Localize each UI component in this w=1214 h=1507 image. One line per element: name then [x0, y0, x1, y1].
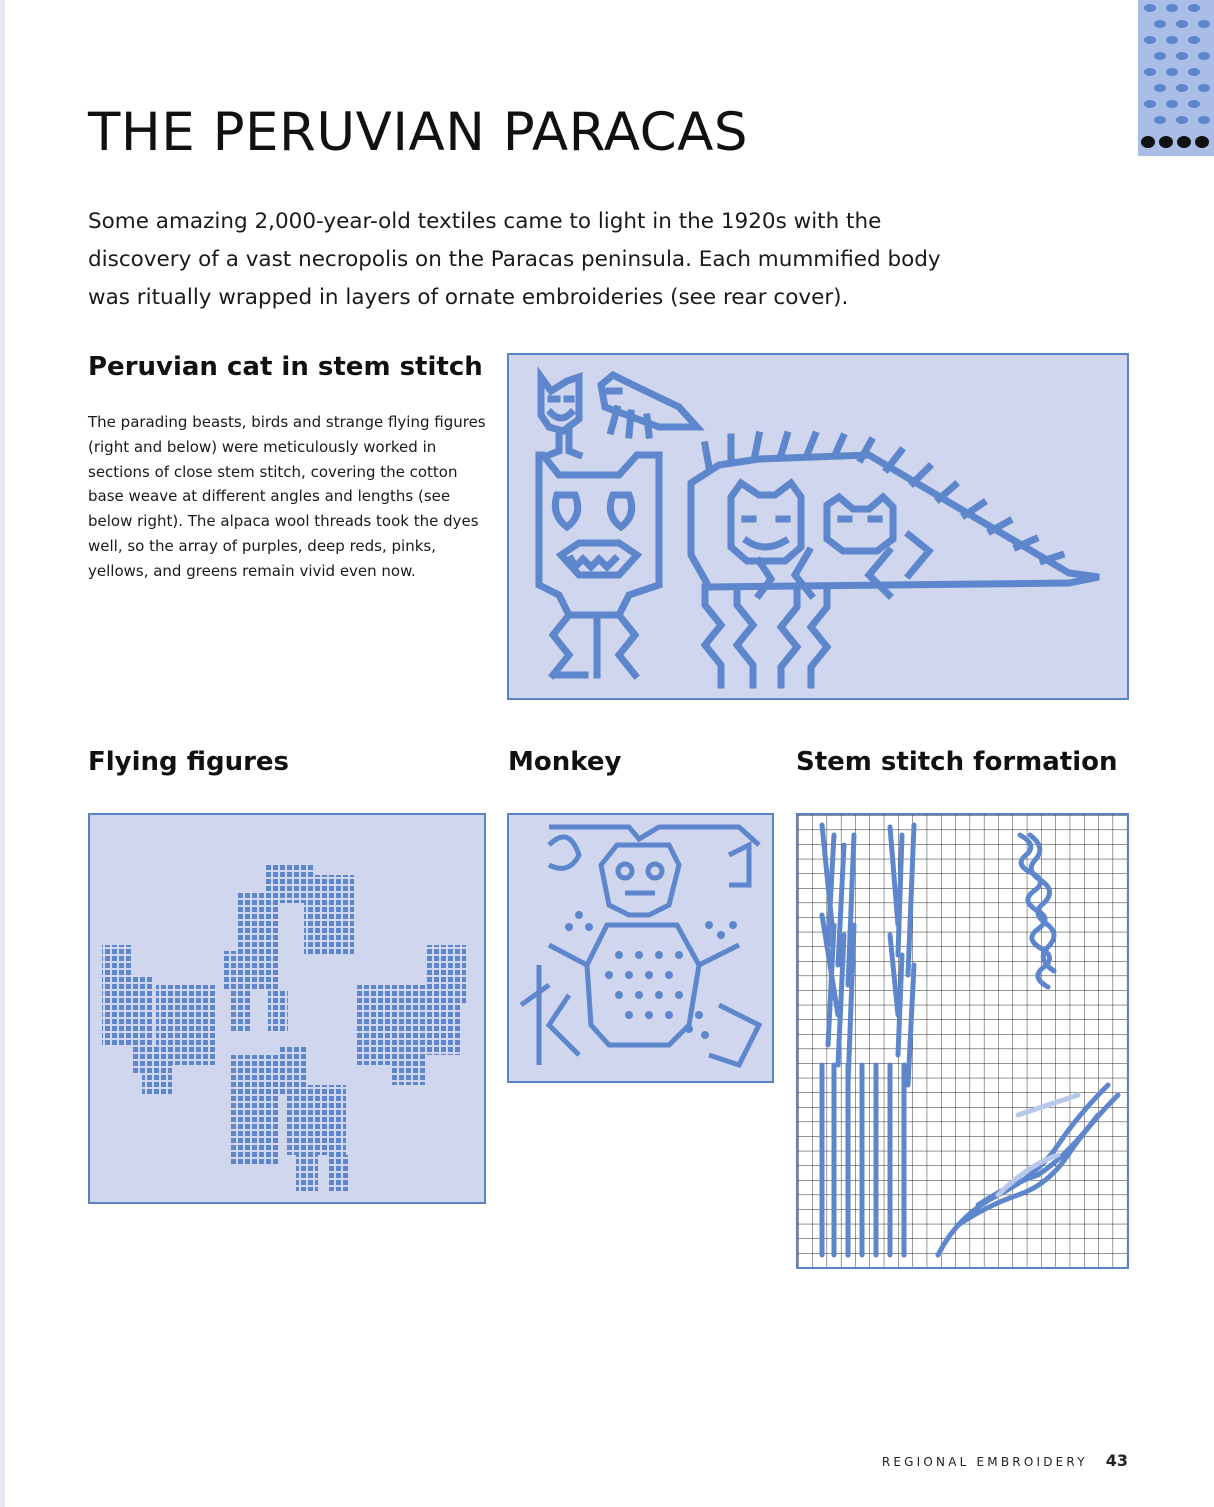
flying-figures-motif [90, 815, 484, 1202]
corner-pattern-ornament [1138, 0, 1214, 156]
page-footer [882, 1451, 1128, 1470]
stem-stitch-grid-illustration [796, 813, 1129, 1269]
stem-stitch-heading: Stem stitch formation [796, 747, 1118, 777]
footer-section-name: REGIONAL EMBROIDERY [881, 1455, 1088, 1469]
cat-section-body: The parading beasts, birds and strange flying figures (right and below) were meticulously worked in sections of close stem stitch, covering the cotton base weave at different angles and lengths (see below right). The alpaca wool threads took the dyes well, so the array of purples, deep reds, pinks, yellows, and greens remain vivid even now. [88, 413, 486, 580]
monkey-heading: Monkey [508, 747, 622, 777]
cat-embroidery-motif [509, 355, 1127, 698]
peruvian-cat-illustration [507, 353, 1129, 700]
stem-stitch-diagram [798, 815, 1127, 1267]
intro-paragraph: Some amazing 2,000-year-old textiles came to light in the 1920s with the discovery of a vast necropolis on the Paracas peninsula. Each mummified body was ritually wrapped in layers of ornate embroideries (see rear cover). [88, 209, 941, 310]
monkey-illustration [507, 813, 774, 1083]
page-title: THE PERUVIAN PARACAS [88, 102, 749, 163]
cat-section-heading: Peruvian cat in stem stitch [88, 352, 483, 382]
page-edge-strip [0, 0, 5, 1507]
page-number: 43 [1105, 1451, 1128, 1470]
flying-figures-illustration [88, 813, 486, 1204]
monkey-motif [509, 815, 772, 1081]
flying-figures-heading: Flying figures [88, 747, 290, 777]
